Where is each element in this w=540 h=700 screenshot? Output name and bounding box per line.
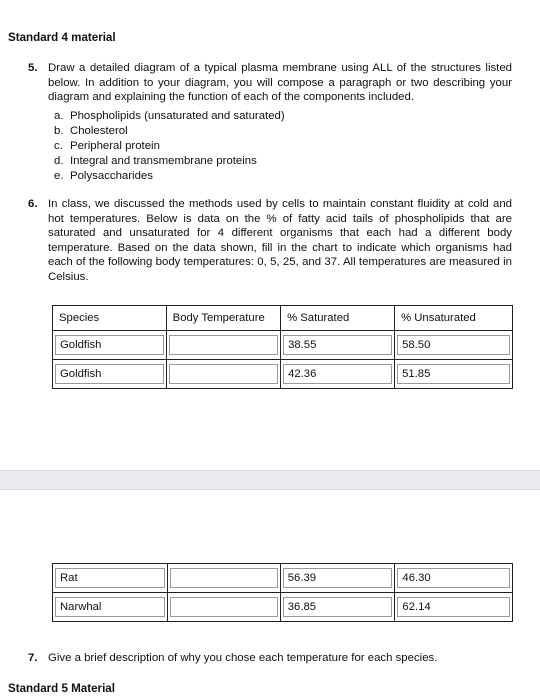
q5-item-e-label: Polysaccharides [70,170,153,182]
body-temperature-input[interactable] [169,364,278,384]
question-6-text: In class, we discussed the methods used by cells to maintain constant fluidity at cold and hot temperatures. Below is data on the % of fatty acid tails of phospholipids that are saturated and unsaturated for 4 different organisms that each had a different body temperature. Based on the data shown, fill in the chart to indicate which organisms had each of the following body temperatures: 0, 5, 25, and 37. All temperatures are measured in Celsius. [48,198,512,283]
q5-item-c-letter: c. [54,140,63,152]
saturated-cell [281,331,395,360]
unsaturated-cell [395,331,513,360]
q5-item-c [54,139,160,154]
q5-item-a-label: Phospholipids (unsaturated and saturated) [70,110,285,122]
q5-item-b [54,124,128,139]
header-species: Species [53,306,167,331]
saturated-value: 38.55 [283,335,392,355]
saturated-cell [280,564,395,593]
saturated-value: 56.39 [283,568,393,588]
body-temperature-cell[interactable] [166,331,280,360]
body-temperature-cell[interactable] [166,360,280,389]
body-temperature-input[interactable] [170,568,278,588]
unsaturated-cell [395,593,513,622]
species-value: Goldfish [55,335,164,355]
species-value: Goldfish [55,364,164,384]
header-unsaturated: % Unsaturated [395,306,513,331]
q5-item-a [54,109,285,124]
page-break-divider [0,470,540,490]
q5-item-d-letter: d. [54,155,64,167]
header-saturated: % Saturated [281,306,395,331]
q5-item-b-letter: b. [54,125,64,137]
question-6-number: 6. [28,198,38,210]
q5-item-b-label: Cholesterol [70,125,128,137]
species-cell [53,564,168,593]
saturated-cell [280,593,395,622]
question-5-text: Draw a detailed diagram of a typical plasma membrane using ALL of the structures listed below. In addition to your diagram, you will compose a paragraph or two describing your diagram and explaining the function of each of the components included. [48,62,512,104]
q5-item-a-letter: a. [54,110,64,122]
body-temperature-input[interactable] [169,335,278,355]
unsaturated-value: 62.14 [397,597,510,617]
question-7-text: Give a brief description of why you chose each temperature for each species. [48,652,438,664]
unsaturated-value: 46.30 [397,568,510,588]
header-body-temperature: Body Temperature [166,306,280,331]
table-row [53,564,513,593]
standard-4-heading: Standard 4 material [8,31,116,44]
q5-item-e-letter: e. [54,170,64,182]
saturated-value: 36.85 [283,597,393,617]
table-header-row [53,306,513,331]
q5-item-e [54,169,153,184]
question-7-number: 7. [28,652,38,664]
saturated-value: 42.36 [283,364,392,384]
table-row [53,360,513,389]
body-temperature-cell[interactable] [168,564,281,593]
q5-item-d [54,154,257,169]
temperature-table-top [52,305,513,389]
unsaturated-value: 51.85 [397,364,510,384]
species-cell [53,360,167,389]
question-5-number: 5. [28,62,38,74]
q5-item-d-label: Integral and transmembrane proteins [70,155,257,167]
species-cell [53,593,168,622]
table-row [53,331,513,360]
question-7 [26,651,512,666]
unsaturated-value: 58.50 [397,335,510,355]
body-temperature-cell[interactable] [168,593,281,622]
unsaturated-cell [395,564,513,593]
question-5 [26,61,512,105]
unsaturated-cell [395,360,513,389]
temperature-table-bottom [52,563,513,622]
species-cell [53,331,167,360]
q5-item-c-label: Peripheral protein [70,140,160,152]
standard-5-heading: Standard 5 Material [8,682,115,695]
species-value: Narwhal [55,597,165,617]
saturated-cell [281,360,395,389]
table-row [53,593,513,622]
question-6 [26,197,512,285]
body-temperature-input[interactable] [170,597,278,617]
species-value: Rat [55,568,165,588]
